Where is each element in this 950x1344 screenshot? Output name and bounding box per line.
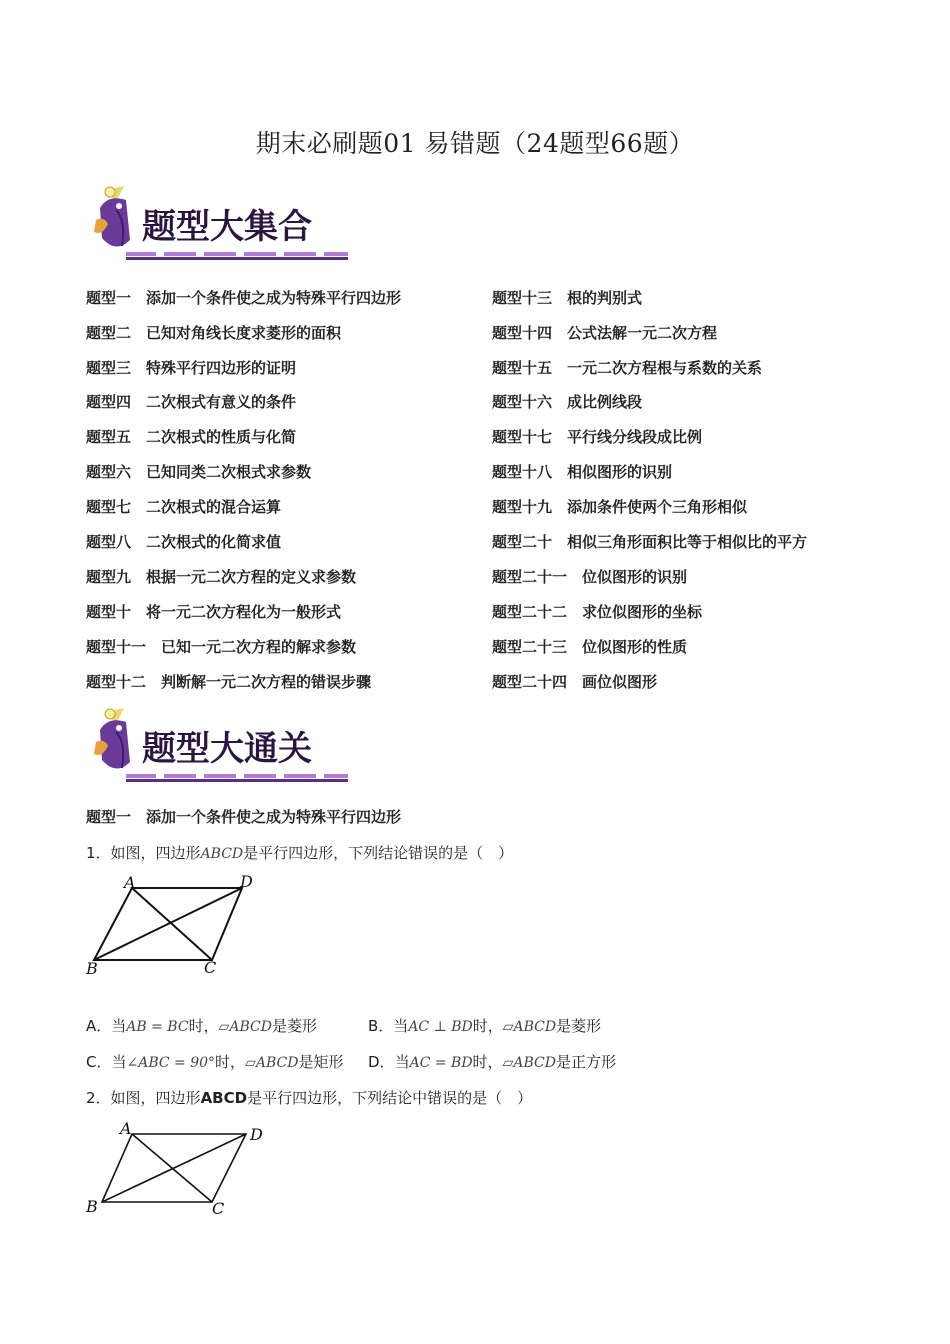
banner-section-collection: [86, 180, 356, 266]
toc-item[interactable]: 题型十七 平行线分线段成比例: [492, 428, 703, 446]
toc-item[interactable]: 题型一 添加一个条件使之成为特殊平行四边形: [86, 289, 402, 307]
svg-text:C: C: [212, 1199, 225, 1218]
toc-item[interactable]: 题型十八 相似图形的识别: [492, 463, 673, 481]
toc-item[interactable]: 题型十五 一元二次方程根与系数的关系: [492, 359, 763, 377]
question-1-option-c[interactable]: C．当∠ABC = 90°时，▱ABCD是矩形: [86, 1053, 344, 1071]
toc-item[interactable]: 题型五 二次根式的性质与化简: [86, 428, 297, 446]
toc-item[interactable]: 题型二十四 画位似图形: [492, 673, 658, 691]
toc-item[interactable]: 题型八 二次根式的化简求值: [86, 533, 282, 551]
wizard-banner-icon: [86, 180, 356, 266]
question-1-option-d[interactable]: D．当AC = BD时，▱ABCD是正方形: [368, 1053, 616, 1071]
banner-section-practice: [86, 702, 356, 788]
toc-item[interactable]: 题型九 根据一元二次方程的定义求参数: [86, 568, 357, 586]
toc-item[interactable]: 题型十六 成比例线段: [492, 393, 643, 411]
section-heading: 题型一 添加一个条件使之成为特殊平行四边形: [86, 808, 402, 826]
svg-text:D: D: [250, 1125, 263, 1144]
svg-text:D: D: [240, 872, 253, 891]
toc-item[interactable]: 题型七 二次根式的混合运算: [86, 498, 282, 516]
toc-item[interactable]: 题型十三 根的判别式: [492, 289, 643, 307]
page-title: 期末必刷题01 易错题（24题型66题）: [255, 129, 695, 158]
question-1-option-b[interactable]: B．当AC ⊥ BD时，▱ABCD是菱形: [368, 1017, 602, 1035]
toc-item[interactable]: 题型二十三 位似图形的性质: [492, 638, 688, 656]
question-2-figure: [84, 1116, 284, 1220]
svg-text:B: B: [86, 1197, 98, 1216]
toc-item[interactable]: 题型二十一 位似图形的识别: [492, 568, 688, 586]
svg-text:C: C: [204, 958, 217, 977]
svg-text:题型大通关: 题型大通关: [142, 729, 312, 769]
toc-item[interactable]: 题型六 已知同类二次根式求参数: [86, 463, 312, 481]
toc-item[interactable]: 题型十四 公式法解一元二次方程: [492, 324, 718, 342]
question-1-figure: [84, 870, 264, 980]
toc-item[interactable]: 题型十九 添加条件使两个三角形相似: [492, 498, 748, 516]
svg-text:A: A: [124, 873, 136, 892]
question-1-option-a[interactable]: A．当AB = BC时，▱ABCD是菱形: [86, 1017, 317, 1035]
toc-item[interactable]: 题型十 将一元二次方程化为一般形式: [86, 603, 342, 621]
svg-text:B: B: [86, 959, 98, 978]
toc-item[interactable]: 题型四 二次根式有意义的条件: [86, 393, 297, 411]
toc-item[interactable]: 题型二十二 求位似图形的坐标: [492, 603, 703, 621]
question-1-stem: 1．如图，四边形ABCD是平行四边形，下列结论错误的是（ ）: [86, 844, 514, 862]
wizard-banner-icon: [86, 702, 356, 788]
svg-text:A: A: [120, 1119, 132, 1138]
toc-item[interactable]: 题型二十 相似三角形面积比等于相似比的平方: [492, 533, 808, 551]
toc-item[interactable]: 题型十二 判断解一元二次方程的错误步骤: [86, 673, 372, 691]
question-2-stem: 2．如图，四边形ABCD是平行四边形，下列结论中错误的是（ ）: [86, 1089, 533, 1107]
toc-item[interactable]: 题型二 已知对角线长度求菱形的面积: [86, 324, 342, 342]
toc-item[interactable]: 题型十一 已知一元二次方程的解求参数: [86, 638, 357, 656]
toc-item[interactable]: 题型三 特殊平行四边形的证明: [86, 359, 297, 377]
svg-text:题型大集合: 题型大集合: [142, 207, 312, 247]
